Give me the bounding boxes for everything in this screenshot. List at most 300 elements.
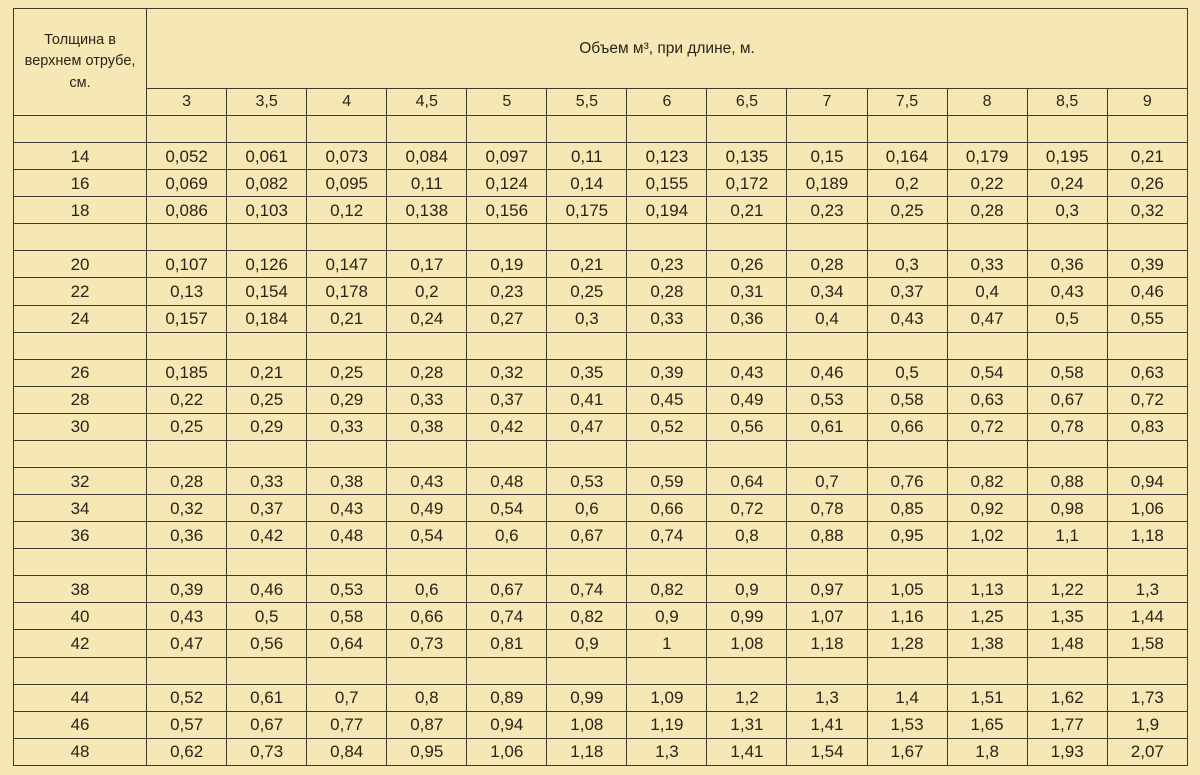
volume-cell: 0,46 — [1107, 278, 1187, 305]
volume-cell: 0,19 — [467, 251, 547, 278]
empty-cell — [867, 116, 947, 143]
volume-cell: 0,37 — [867, 278, 947, 305]
volume-cell: 1,35 — [1027, 603, 1107, 630]
volume-cell: 0,66 — [867, 413, 947, 440]
volume-cell: 0,24 — [1027, 170, 1107, 197]
volume-cell: 0,21 — [227, 359, 307, 386]
diameter-cell: 24 — [14, 305, 147, 332]
empty-cell — [1027, 549, 1107, 576]
volume-cell: 0,175 — [547, 197, 627, 224]
volume-cell: 0,57 — [147, 711, 227, 738]
volume-cell: 0,36 — [1027, 251, 1107, 278]
empty-cell — [947, 440, 1027, 467]
diameter-cell: 40 — [14, 603, 147, 630]
volume-cell: 0,88 — [787, 522, 867, 549]
volume-cell: 0,25 — [147, 413, 227, 440]
volume-cell: 0,53 — [307, 576, 387, 603]
volume-cell: 0,4 — [787, 305, 867, 332]
empty-cell — [947, 657, 1027, 684]
volume-cell: 0,26 — [707, 251, 787, 278]
length-header: 5,5 — [547, 89, 627, 116]
empty-cell — [387, 332, 467, 359]
empty-cell — [14, 332, 147, 359]
volume-cell: 0,14 — [547, 170, 627, 197]
volume-cell: 0,37 — [467, 386, 547, 413]
volume-cell: 0,49 — [707, 386, 787, 413]
volume-cell: 1,9 — [1107, 711, 1187, 738]
table-row — [14, 738, 1188, 765]
length-header: 4 — [307, 89, 387, 116]
volume-cell: 0,43 — [307, 495, 387, 522]
volume-cell: 1,54 — [787, 738, 867, 765]
volume-cell: 0,178 — [307, 278, 387, 305]
table-row — [14, 576, 1188, 603]
volume-cell: 0,5 — [227, 603, 307, 630]
volume-cell: 0,43 — [867, 305, 947, 332]
volume-cell: 0,87 — [387, 711, 467, 738]
volume-cell: 0,74 — [467, 603, 547, 630]
length-header-row — [14, 89, 1188, 116]
volume-cell: 0,28 — [947, 197, 1027, 224]
volume-cell: 0,135 — [707, 143, 787, 170]
volume-cell: 1,08 — [707, 630, 787, 657]
volume-cell: 0,3 — [547, 305, 627, 332]
diameter-cell: 34 — [14, 495, 147, 522]
volume-cell: 0,2 — [867, 170, 947, 197]
length-header: 9 — [1107, 89, 1187, 116]
empty-cell — [14, 224, 147, 251]
volume-cell: 0,184 — [227, 305, 307, 332]
volume-cell: 1,67 — [867, 738, 947, 765]
empty-cell — [387, 657, 467, 684]
volume-cell: 0,42 — [467, 413, 547, 440]
volume-cell: 0,33 — [627, 305, 707, 332]
volume-cell: 1,09 — [627, 684, 707, 711]
volume-cell: 0,25 — [867, 197, 947, 224]
volume-cell: 0,61 — [227, 684, 307, 711]
empty-cell — [147, 116, 227, 143]
empty-cell — [14, 657, 147, 684]
empty-cell — [867, 332, 947, 359]
volume-cell: 0,084 — [387, 143, 467, 170]
length-header: 6,5 — [707, 89, 787, 116]
volume-cell: 0,28 — [147, 468, 227, 495]
volume-cell: 0,164 — [867, 143, 947, 170]
volume-cell: 0,26 — [1107, 170, 1187, 197]
volume-cell: 0,138 — [387, 197, 467, 224]
volume-cell: 0,66 — [387, 603, 467, 630]
volume-cell: 0,53 — [547, 468, 627, 495]
volume-cell: 0,36 — [147, 522, 227, 549]
empty-cell — [307, 657, 387, 684]
volume-cell: 1,3 — [1107, 576, 1187, 603]
volume-cell: 1,77 — [1027, 711, 1107, 738]
volume-cell: 0,8 — [707, 522, 787, 549]
volume-cell: 0,073 — [307, 143, 387, 170]
volume-cell: 1,38 — [947, 630, 1027, 657]
volume-cell: 0,45 — [627, 386, 707, 413]
diameter-cell: 42 — [14, 630, 147, 657]
empty-cell — [387, 224, 467, 251]
length-header: 8 — [947, 89, 1027, 116]
volume-cell: 0,23 — [627, 251, 707, 278]
volume-cell: 0,73 — [387, 630, 467, 657]
volume-cell: 0,3 — [1027, 197, 1107, 224]
volume-cell: 0,82 — [627, 576, 707, 603]
volume-cell: 0,67 — [227, 711, 307, 738]
volume-cell: 0,3 — [867, 251, 947, 278]
empty-cell — [707, 549, 787, 576]
empty-cell — [627, 224, 707, 251]
empty-cell — [707, 440, 787, 467]
table-title: Объем м³, при длине, м. — [147, 9, 1188, 89]
empty-cell — [307, 440, 387, 467]
volume-cell: 0,77 — [307, 711, 387, 738]
volume-cell: 0,095 — [307, 170, 387, 197]
volume-cell: 0,98 — [1027, 495, 1107, 522]
empty-cell — [14, 549, 147, 576]
volume-cell: 0,23 — [467, 278, 547, 305]
volume-cell: 0,31 — [707, 278, 787, 305]
volume-cell: 0,2 — [387, 278, 467, 305]
empty-cell — [867, 224, 947, 251]
volume-cell: 0,38 — [307, 468, 387, 495]
volume-cell: 2,07 — [1107, 738, 1187, 765]
volume-cell: 0,39 — [627, 359, 707, 386]
volume-cell: 0,95 — [387, 738, 467, 765]
volume-cell: 1,8 — [947, 738, 1027, 765]
table-row — [14, 603, 1188, 630]
volume-cell: 0,46 — [227, 576, 307, 603]
empty-cell — [627, 549, 707, 576]
volume-cell: 1,2 — [707, 684, 787, 711]
volume-cell: 0,32 — [147, 495, 227, 522]
volume-cell: 0,56 — [707, 413, 787, 440]
volume-cell: 0,63 — [947, 386, 1027, 413]
empty-cell — [947, 224, 1027, 251]
volume-cell: 1,08 — [547, 711, 627, 738]
volume-cell: 0,95 — [867, 522, 947, 549]
diameter-column-header: Толщина в верхнем отрубе, см. — [14, 9, 147, 116]
volume-cell: 0,107 — [147, 251, 227, 278]
table-row — [14, 468, 1188, 495]
diameter-cell: 28 — [14, 386, 147, 413]
volume-cell: 1,06 — [467, 738, 547, 765]
volume-cell: 0,25 — [227, 386, 307, 413]
empty-cell — [307, 549, 387, 576]
volume-cell: 0,097 — [467, 143, 547, 170]
volume-cell: 0,124 — [467, 170, 547, 197]
empty-cell — [1107, 224, 1187, 251]
empty-cell — [947, 549, 1027, 576]
volume-cell: 0,72 — [707, 495, 787, 522]
empty-cell — [467, 657, 547, 684]
volume-cell: 0,41 — [547, 386, 627, 413]
volume-cell: 0,25 — [307, 359, 387, 386]
empty-cell — [627, 116, 707, 143]
volume-cell: 0,6 — [547, 495, 627, 522]
volume-cell: 0,103 — [227, 197, 307, 224]
empty-cell — [227, 332, 307, 359]
volume-cell: 0,55 — [1107, 305, 1187, 332]
table-body — [14, 116, 1188, 766]
volume-cell: 0,194 — [627, 197, 707, 224]
empty-cell — [787, 549, 867, 576]
empty-cell — [147, 440, 227, 467]
volume-cell: 0,37 — [227, 495, 307, 522]
volume-cell: 1,44 — [1107, 603, 1187, 630]
volume-cell: 0,27 — [467, 305, 547, 332]
length-header: 8,5 — [1027, 89, 1107, 116]
volume-cell: 1,51 — [947, 684, 1027, 711]
empty-cell — [387, 549, 467, 576]
volume-cell: 0,92 — [947, 495, 1027, 522]
volume-cell: 0,43 — [147, 603, 227, 630]
volume-cell: 1,05 — [867, 576, 947, 603]
volume-cell: 0,58 — [1027, 359, 1107, 386]
empty-cell — [387, 440, 467, 467]
volume-cell: 0,62 — [147, 738, 227, 765]
volume-cell: 0,38 — [387, 413, 467, 440]
volume-cell: 0,35 — [547, 359, 627, 386]
empty-cell — [227, 116, 307, 143]
empty-cell — [787, 332, 867, 359]
volume-cell: 0,154 — [227, 278, 307, 305]
volume-cell: 1,3 — [787, 684, 867, 711]
volume-cell: 0,8 — [387, 684, 467, 711]
table-row — [14, 170, 1188, 197]
empty-cell — [1027, 116, 1107, 143]
empty-cell — [947, 116, 1027, 143]
table-row — [14, 495, 1188, 522]
length-header: 4,5 — [387, 89, 467, 116]
volume-cell: 0,086 — [147, 197, 227, 224]
empty-cell — [147, 332, 227, 359]
table-row — [14, 278, 1188, 305]
volume-cell: 1,53 — [867, 711, 947, 738]
empty-cell — [147, 549, 227, 576]
volume-cell: 1,13 — [947, 576, 1027, 603]
volume-cell: 0,6 — [387, 576, 467, 603]
volume-cell: 0,28 — [387, 359, 467, 386]
empty-cell — [147, 224, 227, 251]
volume-cell: 1,73 — [1107, 684, 1187, 711]
volume-cell: 1,18 — [787, 630, 867, 657]
volume-cell: 0,76 — [867, 468, 947, 495]
volume-cell: 0,5 — [1027, 305, 1107, 332]
volume-cell: 0,28 — [787, 251, 867, 278]
length-header: 7 — [787, 89, 867, 116]
volume-cell: 0,58 — [307, 603, 387, 630]
volume-cell: 0,67 — [1027, 386, 1107, 413]
diameter-cell: 20 — [14, 251, 147, 278]
empty-cell — [947, 332, 1027, 359]
empty-cell — [467, 440, 547, 467]
volume-cell: 0,66 — [627, 495, 707, 522]
empty-cell — [707, 224, 787, 251]
volume-cell: 0,179 — [947, 143, 1027, 170]
volume-cell: 0,64 — [707, 468, 787, 495]
volume-cell: 0,84 — [307, 738, 387, 765]
volume-cell: 0,33 — [947, 251, 1027, 278]
volume-cell: 0,94 — [1107, 468, 1187, 495]
table-row — [14, 143, 1188, 170]
volume-cell: 0,85 — [867, 495, 947, 522]
volume-cell: 1,19 — [627, 711, 707, 738]
volume-cell: 0,9 — [547, 630, 627, 657]
diameter-cell: 26 — [14, 359, 147, 386]
volume-cell: 1,07 — [787, 603, 867, 630]
volume-cell: 0,89 — [467, 684, 547, 711]
volume-cell: 0,61 — [787, 413, 867, 440]
volume-cell: 0,53 — [787, 386, 867, 413]
empty-cell — [627, 657, 707, 684]
volume-cell: 0,155 — [627, 170, 707, 197]
volume-cell: 0,81 — [467, 630, 547, 657]
empty-cell — [467, 332, 547, 359]
empty-cell — [307, 224, 387, 251]
volume-cell: 0,52 — [147, 684, 227, 711]
table-row — [14, 251, 1188, 278]
empty-cell — [547, 332, 627, 359]
table-row — [14, 197, 1188, 224]
empty-cell — [547, 440, 627, 467]
group-spacer-row — [14, 116, 1188, 143]
empty-cell — [1027, 657, 1107, 684]
volume-cell: 0,34 — [787, 278, 867, 305]
empty-cell — [547, 116, 627, 143]
group-spacer-row — [14, 549, 1188, 576]
volume-cell: 1,62 — [1027, 684, 1107, 711]
volume-cell: 0,67 — [467, 576, 547, 603]
volume-cell: 0,97 — [787, 576, 867, 603]
empty-cell — [1107, 332, 1187, 359]
volume-cell: 0,36 — [707, 305, 787, 332]
volume-cell: 0,33 — [387, 386, 467, 413]
volume-cell: 0,72 — [1107, 386, 1187, 413]
volume-cell: 1,48 — [1027, 630, 1107, 657]
volume-cell: 0,147 — [307, 251, 387, 278]
empty-cell — [14, 440, 147, 467]
volume-cell: 0,48 — [467, 468, 547, 495]
empty-cell — [627, 440, 707, 467]
volume-cell: 0,94 — [467, 711, 547, 738]
diameter-cell: 14 — [14, 143, 147, 170]
volume-cell: 1,25 — [947, 603, 1027, 630]
empty-cell — [787, 657, 867, 684]
diameter-cell: 48 — [14, 738, 147, 765]
volume-cell: 0,63 — [1107, 359, 1187, 386]
empty-cell — [227, 224, 307, 251]
volume-cell: 0,126 — [227, 251, 307, 278]
diameter-cell: 18 — [14, 197, 147, 224]
volume-cell: 0,052 — [147, 143, 227, 170]
table-row — [14, 359, 1188, 386]
volume-cell: 0,23 — [787, 197, 867, 224]
empty-cell — [787, 224, 867, 251]
empty-cell — [1107, 116, 1187, 143]
empty-cell — [1027, 224, 1107, 251]
empty-cell — [787, 116, 867, 143]
volume-cell: 0,47 — [947, 305, 1027, 332]
empty-cell — [14, 116, 147, 143]
empty-cell — [227, 657, 307, 684]
empty-cell — [227, 549, 307, 576]
empty-cell — [307, 332, 387, 359]
volume-cell: 0,21 — [307, 305, 387, 332]
volume-cell: 0,39 — [1107, 251, 1187, 278]
volume-cell: 1,22 — [1027, 576, 1107, 603]
volume-cell: 0,17 — [387, 251, 467, 278]
volume-cell: 0,061 — [227, 143, 307, 170]
header-row — [14, 9, 1188, 89]
volume-cell: 0,6 — [467, 522, 547, 549]
volume-cell: 0,11 — [547, 143, 627, 170]
volume-cell: 0,59 — [627, 468, 707, 495]
volume-cell: 1,58 — [1107, 630, 1187, 657]
empty-cell — [547, 224, 627, 251]
volume-cell: 0,54 — [467, 495, 547, 522]
volume-cell: 0,43 — [1027, 278, 1107, 305]
length-header: 6 — [627, 89, 707, 116]
volume-cell: 0,72 — [947, 413, 1027, 440]
group-spacer-row — [14, 657, 1188, 684]
empty-cell — [307, 116, 387, 143]
volume-cell: 0,15 — [787, 143, 867, 170]
empty-cell — [547, 549, 627, 576]
empty-cell — [467, 224, 547, 251]
volume-cell: 0,56 — [227, 630, 307, 657]
volume-cell: 0,47 — [547, 413, 627, 440]
length-header: 7,5 — [867, 89, 947, 116]
volume-cell: 0,29 — [227, 413, 307, 440]
volume-cell: 0,99 — [707, 603, 787, 630]
volume-cell: 0,7 — [307, 684, 387, 711]
volume-cell: 0,74 — [627, 522, 707, 549]
volume-cell: 0,49 — [387, 495, 467, 522]
empty-cell — [627, 332, 707, 359]
group-spacer-row — [14, 224, 1188, 251]
volume-cell: 0,157 — [147, 305, 227, 332]
volume-cell: 0,39 — [147, 576, 227, 603]
diameter-cell: 44 — [14, 684, 147, 711]
empty-cell — [1027, 332, 1107, 359]
table-row — [14, 684, 1188, 711]
volume-cell: 0,189 — [787, 170, 867, 197]
diameter-cell: 16 — [14, 170, 147, 197]
table-row — [14, 711, 1188, 738]
empty-cell — [707, 657, 787, 684]
table-row — [14, 386, 1188, 413]
volume-cell: 0,32 — [1107, 197, 1187, 224]
volume-cell: 0,11 — [387, 170, 467, 197]
diameter-cell: 46 — [14, 711, 147, 738]
volume-cell: 0,99 — [547, 684, 627, 711]
volume-cell: 0,82 — [947, 468, 1027, 495]
volume-cell: 1,65 — [947, 711, 1027, 738]
volume-cell: 1,93 — [1027, 738, 1107, 765]
volume-cell: 0,5 — [867, 359, 947, 386]
volume-cell: 0,74 — [547, 576, 627, 603]
volume-cell: 0,46 — [787, 359, 867, 386]
volume-cell: 0,21 — [1107, 143, 1187, 170]
volume-cell: 0,123 — [627, 143, 707, 170]
volume-cell: 1,18 — [1107, 522, 1187, 549]
volume-cell: 0,58 — [867, 386, 947, 413]
volume-cell: 1,41 — [707, 738, 787, 765]
empty-cell — [867, 657, 947, 684]
empty-cell — [867, 549, 947, 576]
